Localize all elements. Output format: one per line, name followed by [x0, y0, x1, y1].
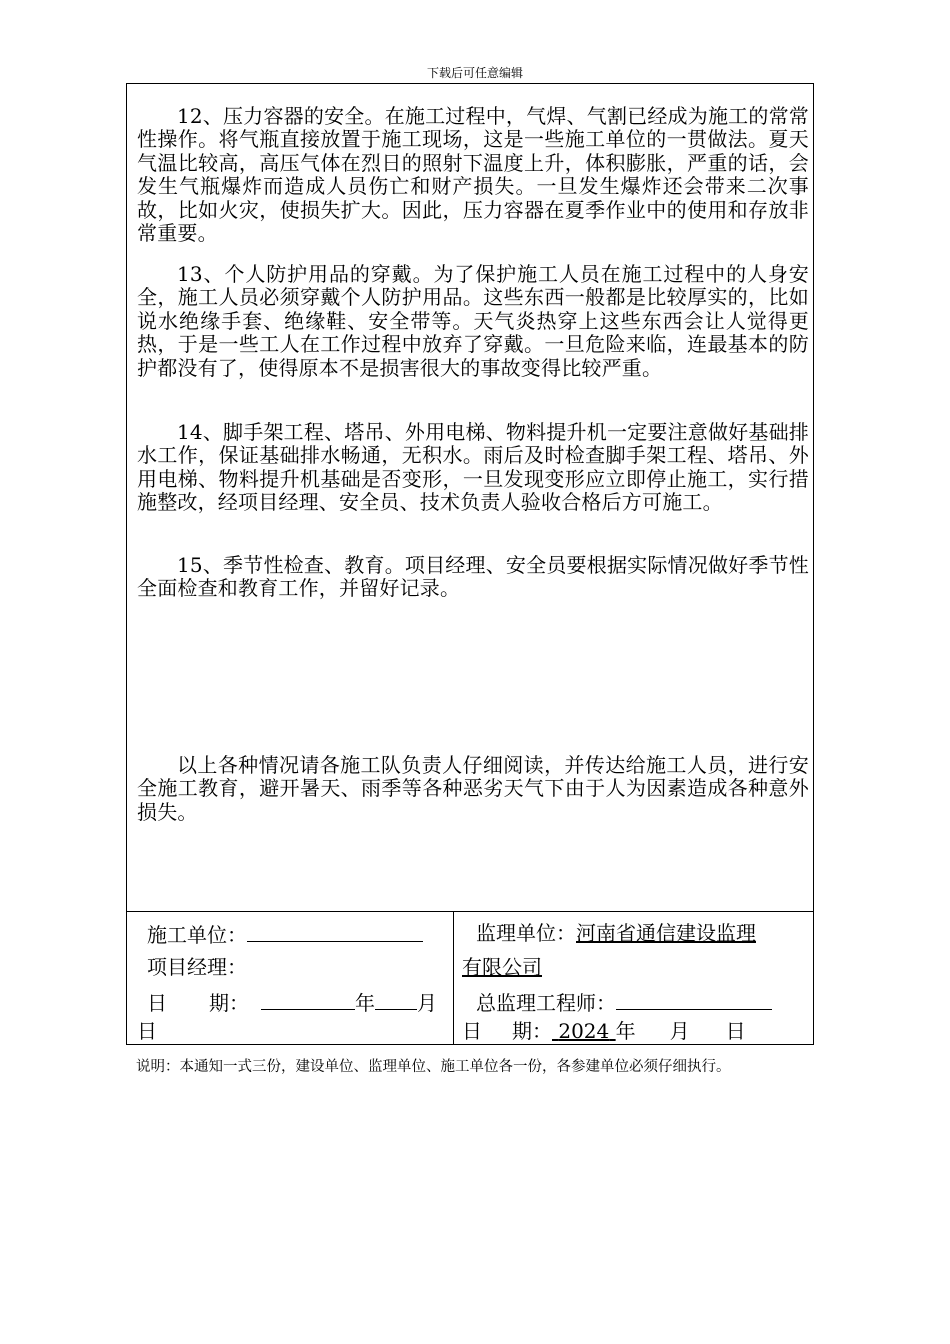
construction-unit-row	[147, 921, 423, 947]
notice-table	[126, 83, 814, 1045]
supervision-day-label: 日	[725, 1019, 746, 1043]
header-note: 下载后可任意编辑	[426, 66, 523, 80]
paragraph-seasonal-inspection: 15、季节性检查、教育。项目经理、安全员要根据实际情况做好季节性全面检查和教育工作，并留好记录。	[137, 553, 809, 601]
date-day-char: 日	[147, 991, 167, 1015]
construction-month-blank[interactable]	[375, 989, 417, 1010]
supervision-unit-signature-cell	[454, 912, 813, 1044]
chief-engineer-row	[476, 989, 772, 1015]
supervision-date-period-label: 期：	[512, 1019, 552, 1043]
supervision-date-day-char: 日	[462, 1019, 482, 1043]
paragraph-scaffold-drainage: 14、脚手架工程、塔吊、外用电梯、物料提升机一定要注意做好基础排水工作，保证基础排水畅通，无积水。雨后及时检查脚手架工程、塔吊、外用电梯、物料提升机基础是否变形，一旦发现变形应立即停止施工，实行措施整改，经项目经理、安全员、技术负责人验收合格后方可施工。	[137, 420, 809, 515]
year-label: 年	[355, 991, 375, 1015]
project-manager-label: 项目经理：	[147, 955, 247, 979]
supervision-unit-row-2	[462, 955, 542, 979]
construction-date-row	[147, 989, 437, 1015]
supervision-unit-name-1: 河南省通信建设监理	[576, 921, 756, 945]
chief-engineer-label: 总监理工程师：	[476, 991, 616, 1015]
construction-unit-blank[interactable]	[247, 921, 423, 942]
supervision-unit-row	[476, 921, 756, 945]
paragraph-protective-equipment: 13、个人防护用品的穿戴。为了保护施工人员在施工过程中的人身安全，施工人员必须穿戴个人防护用品。这些东西一般都是比较厚实的，比如说水绝缘手套、绝缘鞋、安全带等。天气炎热穿上这些东西会让人觉得更热，于是一些工人在工作过程中放弃了穿戴。一旦危险来临，连最基本的防护都没有了，使得原本不是损害很大的事故变得比较严重。	[137, 262, 809, 380]
construction-unit-label: 施工单位：	[147, 923, 247, 947]
supervision-year-label: 年	[615, 1019, 636, 1043]
footer-note: 说明：本通知一式三份，建设单位、监理单位、施工单位各一份，各参建单位必须仔细执行。	[136, 1059, 731, 1075]
supervision-month-label: 月	[669, 1019, 690, 1043]
notice-content-cell	[127, 84, 813, 912]
paragraph-closing-instruction: 以上各种情况请各施工队负责人仔细阅读，并传达给施工人员，进行安全施工教育，避开暑天、雨季等各种恶劣天气下由于人为因素造成各种意外损失。	[137, 753, 809, 824]
construction-day-row	[137, 1019, 157, 1043]
project-manager-row	[147, 955, 247, 979]
date-period-label: 期：	[209, 991, 249, 1015]
chief-engineer-blank[interactable]	[616, 989, 772, 1010]
supervision-unit-label: 监理单位：	[476, 921, 576, 945]
supervision-date-row	[462, 1019, 746, 1043]
paragraph-pressure-vessel: 12、压力容器的安全。在施工过程中，气焊、气割已经成为施工的常常性操作。将气瓶直接放置于施工现场，这是一些施工单位的一贯做法。夏天气温比较高，高压气体在烈日的照射下温度上升，体积膨胀，严重的话，会发生气瓶爆炸而造成人员伤亡和财产损失。一旦发生爆炸还会带来二次事故，比如火灾，使损失扩大。因此，压力容器在夏季作业中的使用和存放非常重要。	[137, 104, 809, 246]
supervision-year-value: 2024	[558, 1019, 610, 1043]
month-label: 月	[417, 991, 437, 1015]
day-label: 日	[137, 1019, 157, 1043]
construction-unit-signature-cell	[127, 912, 454, 1044]
construction-year-blank[interactable]	[261, 989, 355, 1010]
supervision-unit-name-2: 有限公司	[462, 955, 542, 979]
